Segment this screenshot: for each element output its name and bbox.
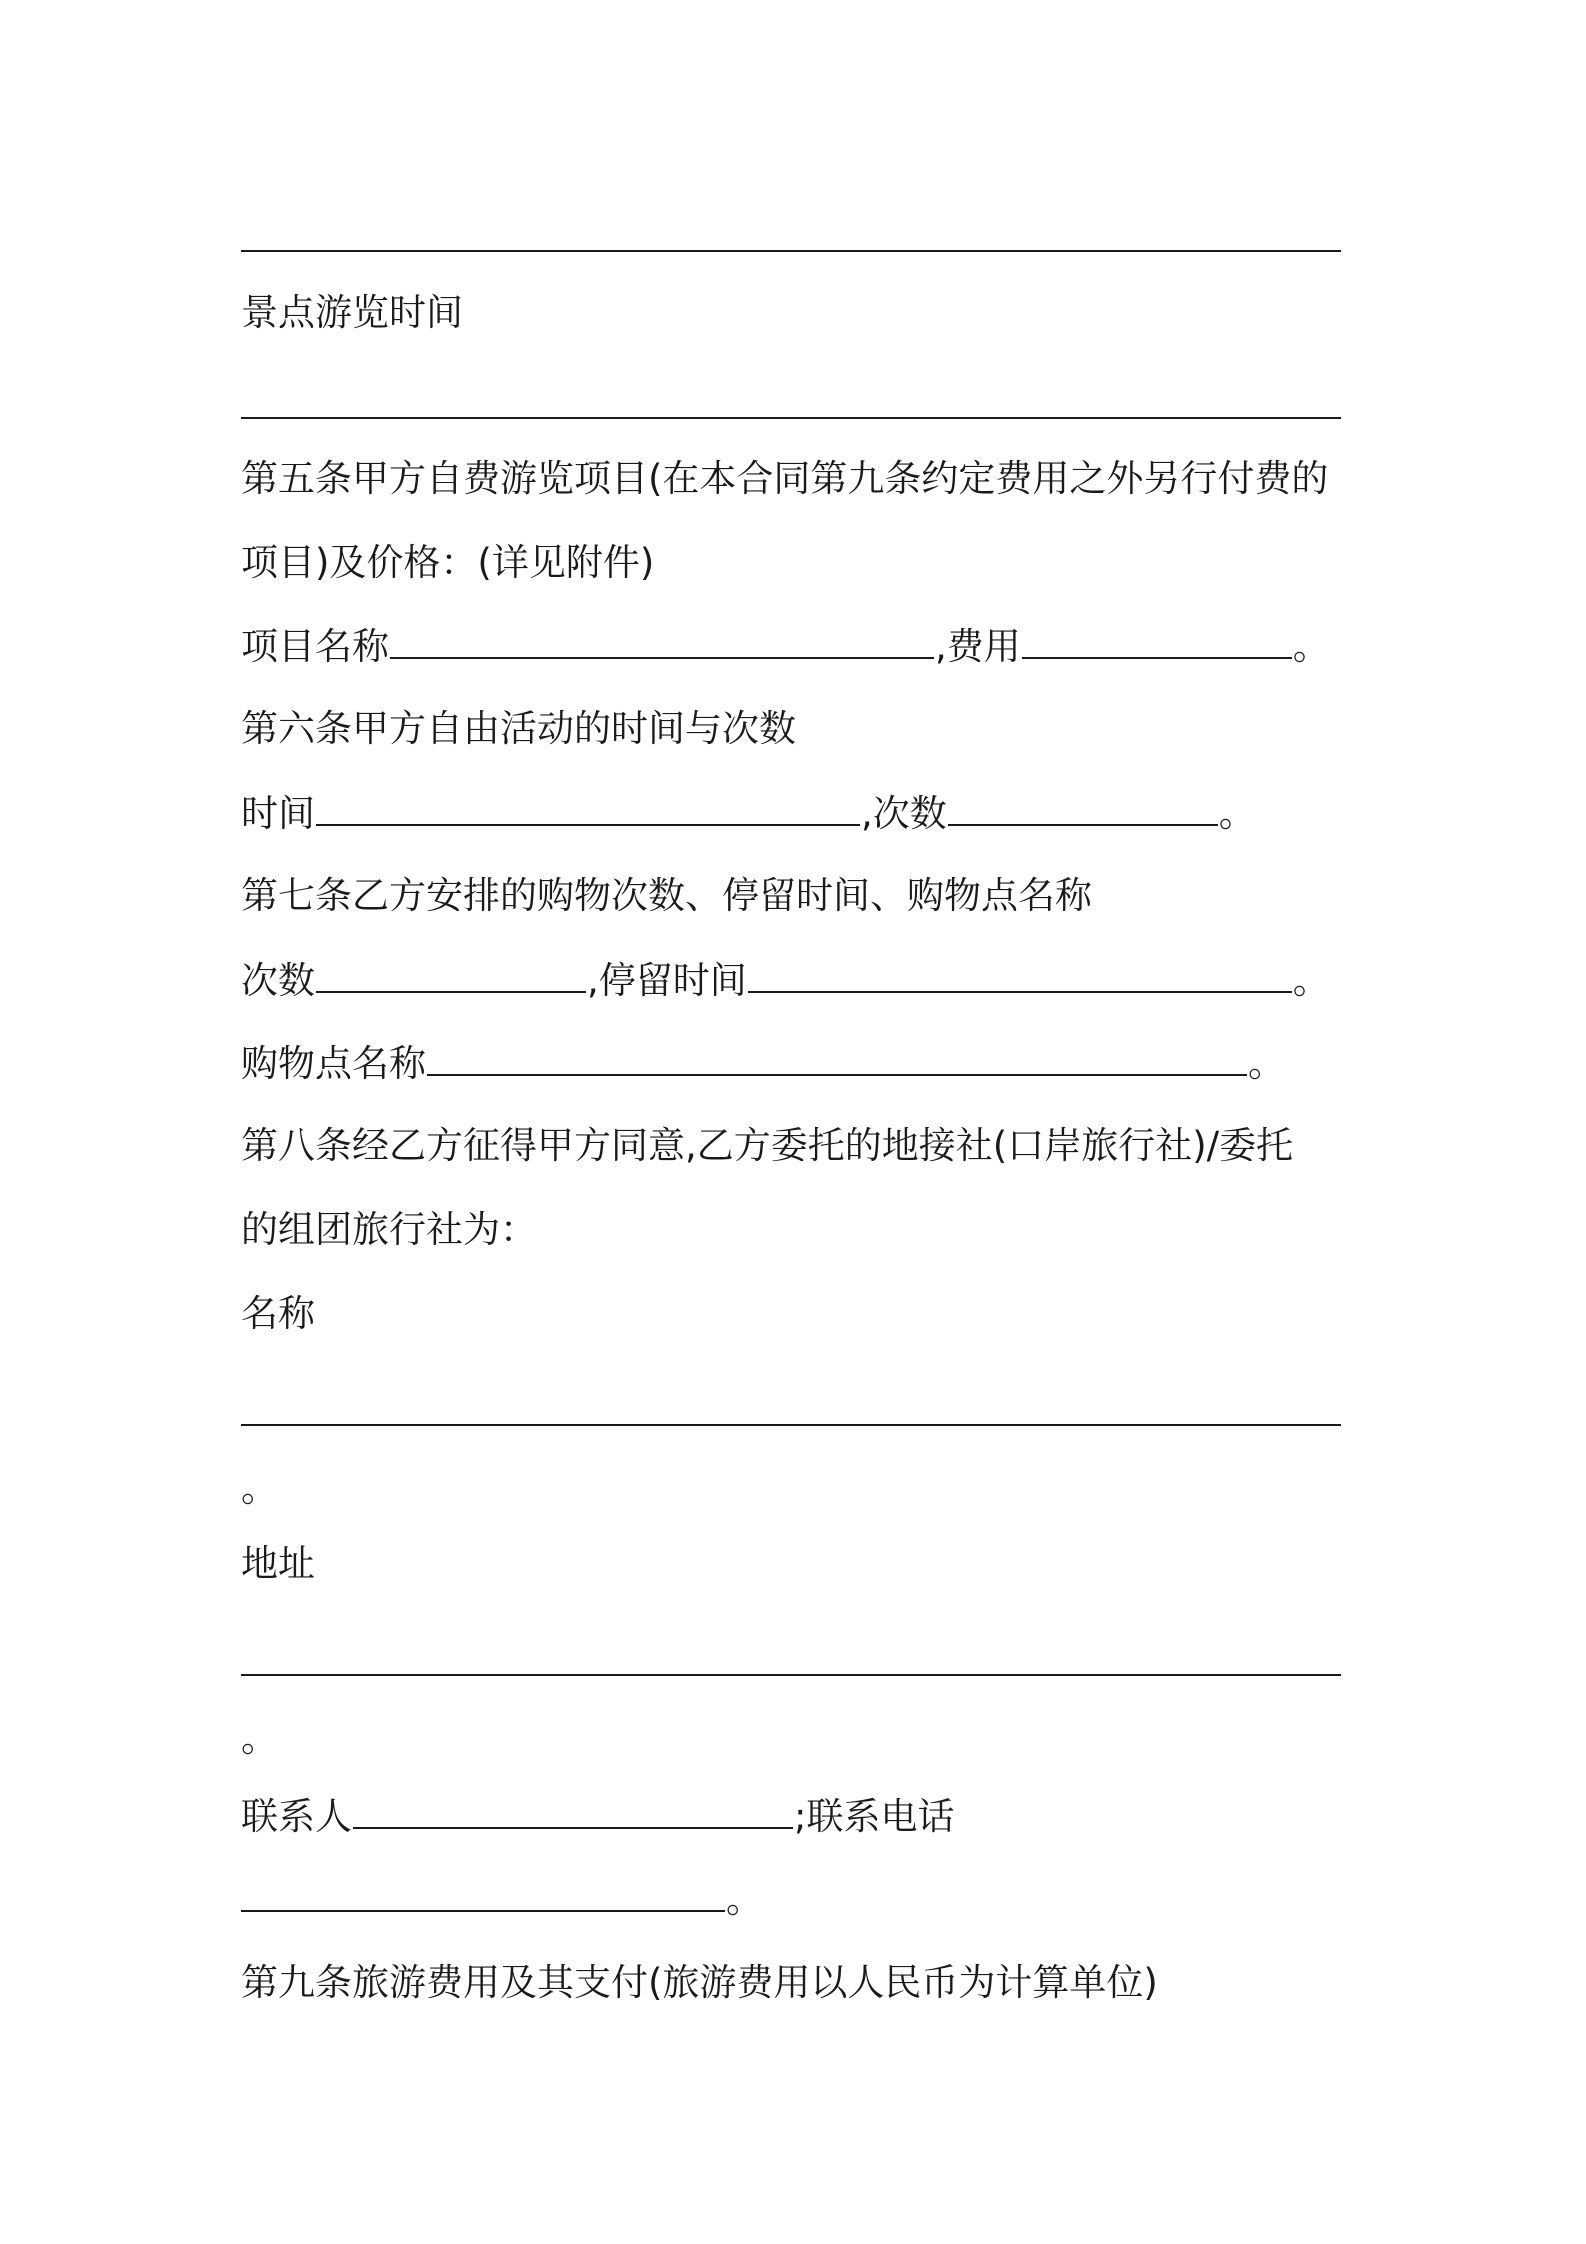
article-9-heading: 第九条旅游费用及其支付(旅游费用以人民币为计算单位) bbox=[241, 1961, 1158, 2004]
agency-name-period: 。 bbox=[241, 1467, 278, 1510]
time-blank[interactable] bbox=[316, 788, 860, 826]
blank-line-visit-time[interactable] bbox=[241, 417, 1341, 419]
shop-name-line bbox=[241, 1038, 1285, 1088]
shop-name-label: 购物点名称 bbox=[241, 1042, 426, 1085]
article-5-heading-cont: 项目)及价格：(详见附件) bbox=[241, 541, 655, 584]
free-activity-line bbox=[241, 788, 1256, 838]
article-6-heading: 第六条甲方自由活动的时间与次数 bbox=[241, 707, 796, 750]
contact-line bbox=[241, 1791, 954, 1841]
count-blank[interactable] bbox=[948, 788, 1218, 826]
contact-person-blank[interactable] bbox=[353, 1791, 793, 1829]
blank-line-top[interactable] bbox=[241, 250, 1341, 252]
item-name-blank[interactable] bbox=[390, 621, 934, 659]
shop-name-blank[interactable] bbox=[427, 1038, 1247, 1076]
agency-name-blank[interactable] bbox=[241, 1424, 1341, 1426]
shopping-count-line bbox=[241, 955, 1330, 1005]
agency-address-label: 地址 bbox=[241, 1542, 315, 1585]
shopping-count-label: 次数 bbox=[241, 959, 315, 1002]
time-label: 时间 bbox=[241, 792, 315, 835]
shopping-count-blank[interactable] bbox=[316, 955, 586, 993]
period: 。 bbox=[1218, 792, 1256, 835]
article-5-heading: 第五条甲方自费游览项目(在本合同第九条约定费用之外另行付费的 bbox=[241, 457, 1329, 500]
count-label: ,次数 bbox=[861, 792, 947, 835]
contact-phone-line bbox=[241, 1874, 763, 1924]
scenic-visit-time-label: 景点游览时间 bbox=[241, 291, 463, 334]
contact-phone-label: ;联系电话 bbox=[794, 1795, 955, 1838]
fee-blank[interactable] bbox=[1022, 621, 1292, 659]
period: 。 bbox=[726, 1878, 763, 1921]
stay-time-blank[interactable] bbox=[748, 955, 1292, 993]
agency-address-period: 。 bbox=[241, 1717, 278, 1760]
item-name-fee-line bbox=[241, 621, 1330, 671]
agency-address-blank[interactable] bbox=[241, 1674, 1341, 1676]
period: 。 bbox=[1248, 1042, 1285, 1085]
period: 。 bbox=[1292, 959, 1330, 1002]
article-7-heading: 第七条乙方安排的购物次数、停留时间、购物点名称 bbox=[241, 874, 1092, 917]
agency-name-label: 名称 bbox=[241, 1292, 315, 1335]
fee-label: ,费用 bbox=[935, 625, 1021, 668]
article-8-heading-cont: 的组团旅行社为： bbox=[241, 1208, 537, 1251]
stay-time-label: ,停留时间 bbox=[587, 959, 747, 1002]
contact-phone-blank[interactable] bbox=[241, 1874, 725, 1912]
article-8-heading: 第八条经乙方征得甲方同意,乙方委托的地接社(口岸旅行社)/委托 bbox=[241, 1124, 1294, 1167]
period: 。 bbox=[1292, 625, 1330, 668]
item-name-label: 项目名称 bbox=[241, 625, 389, 668]
contact-person-label: 联系人 bbox=[241, 1795, 352, 1838]
